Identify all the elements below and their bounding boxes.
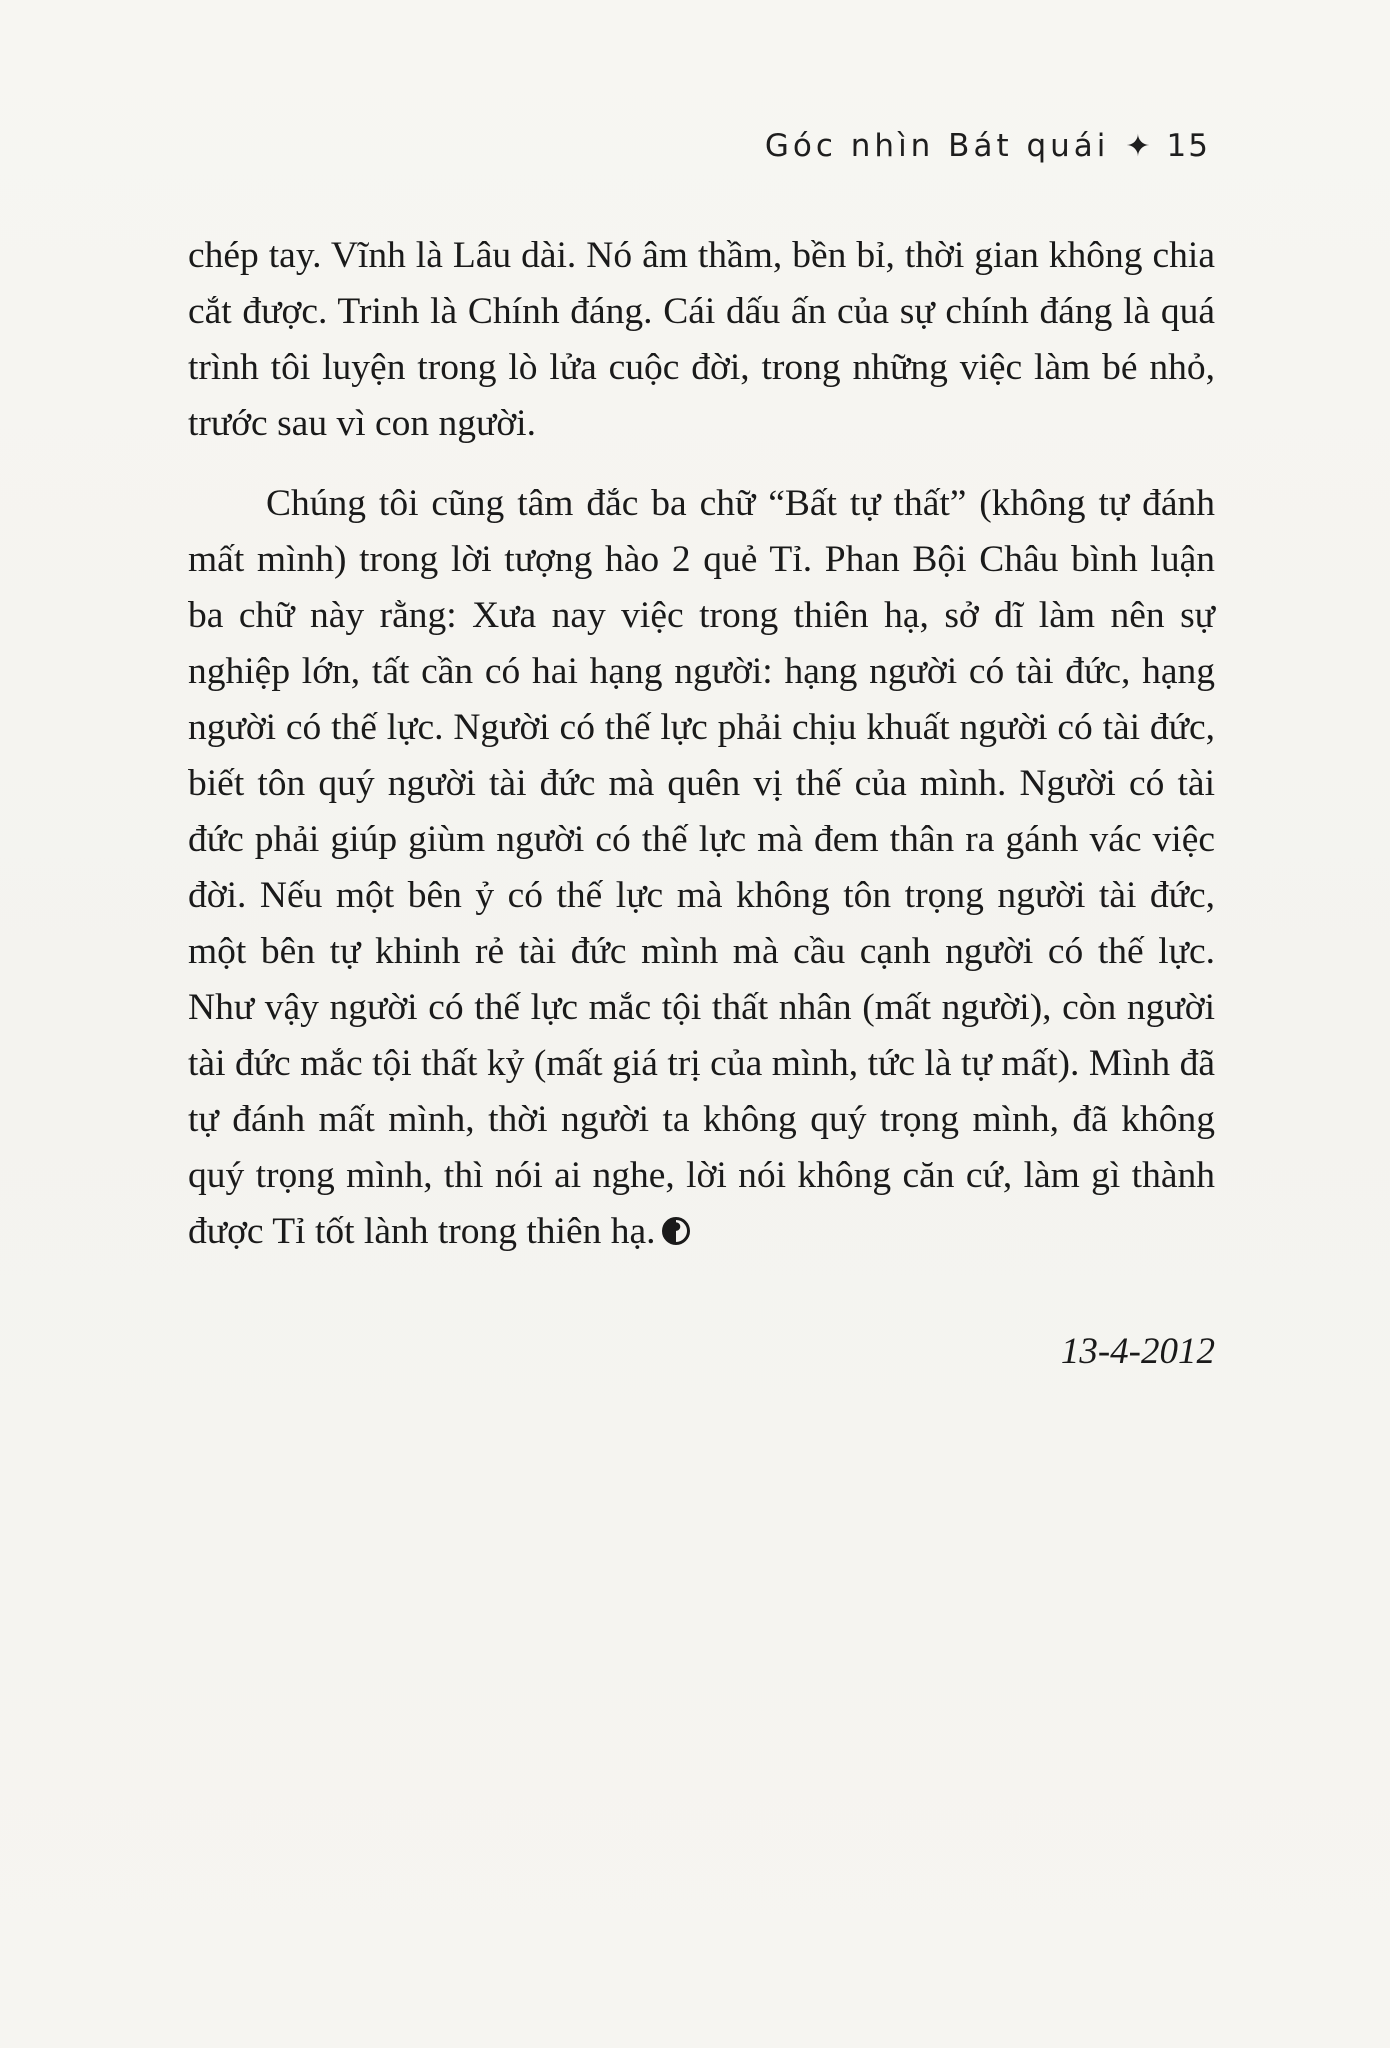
running-header [765,128,1210,164]
page-number: 15 [1166,128,1210,164]
paragraph [188,476,1215,1260]
paragraph [188,228,1215,452]
date-signature: 13-4-2012 [1060,1331,1215,1372]
body-text [188,228,1215,1260]
paragraph-text: chép tay. Vĩnh là Lâu dài. Nó âm thầm, bền bỉ, thời gian không chia cắt được. Trinh là Chính đáng. Cái dấu ấn của sự chính đáng là quá trình tôi luyện trong lò lửa cuộc đời, trong những việc làm bé nhỏ, trước sau vì con người. [188,235,1215,444]
star-separator-icon: ✦ [1125,128,1151,164]
chapter-title: Góc nhìn Bát quái [764,128,1110,164]
yin-yang-icon [662,1217,690,1245]
paragraph-text: Chúng tôi cũng tâm đắc ba chữ “Bất tự thất” (không tự đánh mất mình) trong lời tượng hào 2 quẻ Tỉ. Phan Bội Châu bình luận ba chữ này rằng: Xưa nay việc trong thiên hạ, sở dĩ làm nên sự nghiệp lớn, tất cần có hai hạng người: hạng người có tài đức, hạng người có thế lực. Người có thế lực phải chịu khuất người có tài đức, biết tôn quý người tài đức mà quên vị thế của mình. Người có tài đức phải giúp giùm người có thế lực mà đem thân ra gánh vác việc đời. Nếu một bên ỷ có thế lực mà không tôn trọng người tài đức, một bên tự khinh rẻ tài đức mình mà cầu cạnh người có thế lực. Như vậy người có thế lực mắc tội thất nhân (mất người), còn người tài đức mắc tội thất kỷ (mất giá trị của mình, tức là tự mất). Mình đã tự đánh mất mình, thời người ta không quý trọng mình, đã không quý trọng mình, thì nói ai nghe, lời nói không căn cứ, làm gì thành được Tỉ tốt lành trong thiên hạ. [188,483,1215,1252]
